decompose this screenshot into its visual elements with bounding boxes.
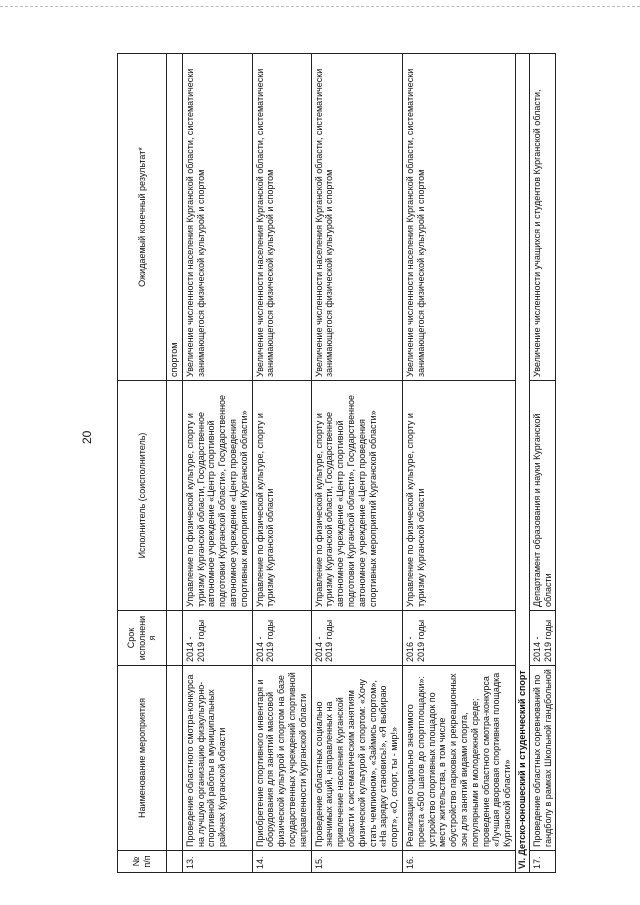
row-num: 16.	[402, 851, 515, 873]
row-executor: Управление по физической культуре, спорту и туризму Курганской области, Государственное автономное учреждение «Центр спортивной подготовки Курганской области», Государственное автономное учреждение «Центр проведения спортивных мероприятий Курганской области»	[311, 381, 402, 611]
row-executor: Управление по физической культуре, спорту и туризму Курганской области	[252, 381, 311, 611]
row-result: Увеличение численности населения Курганской области, систематически занимающегося физической культурой и спортом	[402, 54, 515, 381]
row-name	[167, 666, 183, 851]
scan-edge-dashes	[0, 6, 640, 7]
activities-table	[117, 53, 556, 873]
row-term: 2014 - 2019 годы	[529, 611, 556, 666]
header-term: Срок исполнения	[118, 611, 167, 666]
row-result: Увеличение численности населения Курганской области, систематически занимающегося физической культурой и спортом	[311, 54, 402, 381]
rotated-table-container	[117, 53, 587, 873]
row-term: 2016 - 2019 годы	[402, 611, 515, 666]
table-row	[182, 54, 252, 873]
section-title: VI. Детско-юношеский и студенческий спорт	[515, 54, 529, 873]
table-row	[167, 54, 183, 873]
row-term: 2014 - 2019 годы	[311, 611, 402, 666]
row-num: 15.	[311, 851, 402, 873]
row-executor	[167, 381, 183, 611]
row-name: Реализация социально значимого проекта «500 шагов до спортплощадки»: устройство спортивных площадок по месту жительства, в том числе обустройство парковых и рекреационных зон для занятий видами спорта, популярными в молодежной среде; проведение областного смотра-конкурса «Лучшая дворовая спортивная площадка Курганской области»	[402, 666, 515, 851]
row-term: 2014 - 2019 годы	[182, 611, 252, 666]
section-row	[515, 54, 529, 873]
table-row	[402, 54, 515, 873]
header-num: № п/п	[118, 851, 167, 873]
table-row	[529, 54, 556, 873]
table-row	[252, 54, 311, 873]
header-row	[118, 54, 167, 873]
row-name: Приобретение спортивного инвентаря и оборудования для занятий массовой физической культурой и спортом на базе государственных учреждений спортивной направленности Курганской области	[252, 666, 311, 851]
row-executor: Управление по физической культуре, спорту и туризму Курганской области	[402, 381, 515, 611]
header-name: Наименование мероприятия	[118, 666, 167, 851]
page-number: 20	[80, 430, 94, 444]
table-row	[311, 54, 402, 873]
row-num: 17.	[529, 851, 556, 873]
row-result: Увеличение численности учащихся и студентов Курганской области,	[529, 54, 556, 381]
row-term	[167, 611, 183, 666]
row-result: спортом	[167, 54, 183, 381]
row-name: Проведение областных социально значимых акций, направленных на привлечение населения Курганской области к систематическим занятиям физической культурой и спортом: «Хочу стать чемпионом», «Займись спортом», «На зарядку становись!», «Я выбираю спорт», «О, спорт, ты - мир!»	[311, 666, 402, 851]
row-executor: Управление по физической культуре, спорту и туризму Курганской области, Государственное автономное учреждение «Центр спортивной подготовки Курганской области», Государственное автономное учреждение «Центр проведения спортивных мероприятий Курганской области»	[182, 381, 252, 611]
row-num: 14.	[252, 851, 311, 873]
row-result: Увеличение численности населения Курганской области, систематически занимающегося физической культурой и спортом	[252, 54, 311, 381]
row-result: Увеличение численности населения Курганской области, систематически занимающегося физической культурой и спортом	[182, 54, 252, 381]
row-num: 13.	[182, 851, 252, 873]
row-num	[167, 851, 183, 873]
row-name: Проведение областного смотра-конкурса на лучшую организацию физкультурно-спортивной работы в муниципальных районах Курганской области	[182, 666, 252, 851]
header-executor: Исполнитель (соисполнитель)	[118, 381, 167, 611]
row-name: Проведение областных соревнований по гандболу в рамках Школьной гандбольной	[529, 666, 556, 851]
row-executor: Департамент образования и науки Курганской области	[529, 381, 556, 611]
row-term: 2014 - 2019 годы	[252, 611, 311, 666]
header-result: Ожидаемый конечный результат*	[118, 54, 167, 381]
